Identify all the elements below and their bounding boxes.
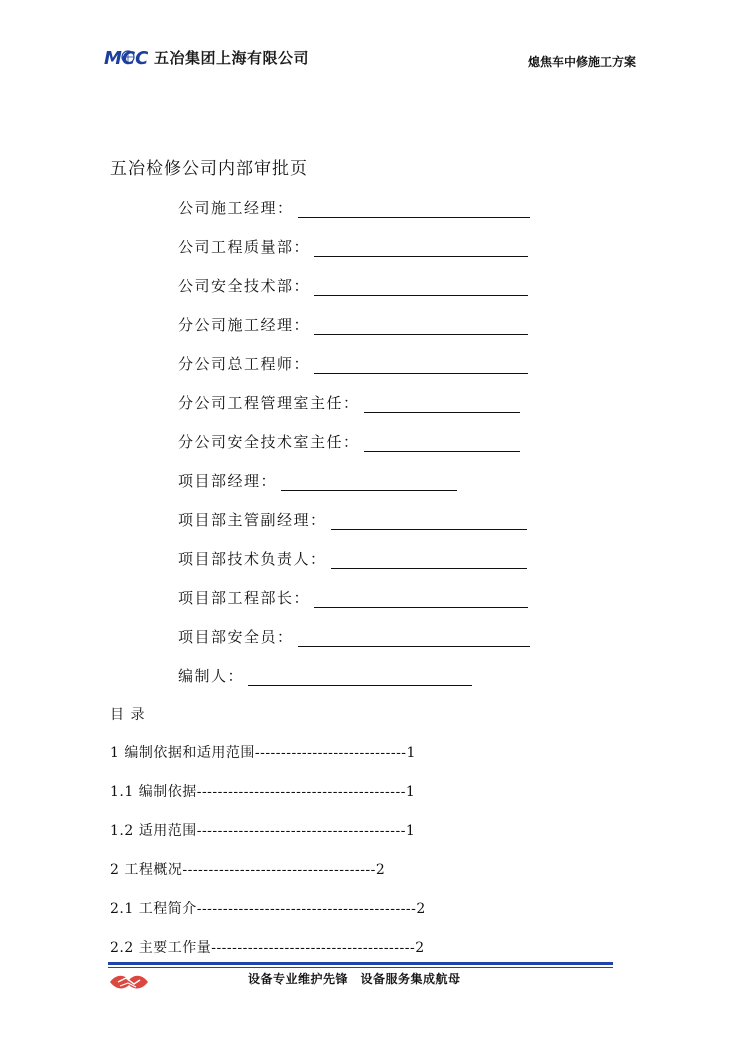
approval-row — [178, 235, 528, 257]
signature-line[interactable] — [248, 667, 472, 686]
signature-line[interactable] — [314, 238, 528, 257]
page-header-left — [104, 44, 309, 70]
signature-line[interactable] — [314, 316, 528, 335]
company-name: 五冶集团上海有限公司 — [154, 48, 310, 67]
approval-label: 分公司施工经理： — [178, 316, 311, 334]
approval-row — [178, 313, 528, 335]
approval-label: 公司安全技术部： — [178, 277, 311, 295]
approval-row — [178, 625, 530, 647]
signature-line[interactable] — [331, 511, 527, 530]
approval-label: 公司工程质量部： — [178, 238, 311, 256]
approval-row — [178, 664, 472, 686]
approval-label: 分公司工程管理室主任： — [178, 394, 360, 412]
approval-label: 项目部工程部长： — [178, 589, 311, 607]
signature-line[interactable] — [314, 277, 528, 296]
signature-line[interactable] — [281, 472, 457, 491]
signature-line[interactable] — [314, 589, 528, 608]
signature-line[interactable] — [314, 355, 528, 374]
footer-slogan: 设备专业维护先锋 设备服务集成航母 — [248, 972, 461, 986]
approval-label: 项目部安全员： — [178, 628, 294, 646]
signature-line[interactable] — [298, 199, 530, 218]
footer-rule-thin — [108, 967, 613, 968]
approval-page-title: 五冶检修公司内部审批页 — [110, 159, 308, 179]
toc-entry[interactable]: 1.1 编制依据----------------------------------------1 — [110, 784, 416, 800]
toc-entry[interactable]: 1.2 适用范围----------------------------------------1 — [110, 823, 416, 839]
document-title: 熄焦车中修施工方案 — [527, 55, 636, 69]
approval-label: 编制人： — [178, 667, 245, 685]
approval-label: 项目部经理： — [178, 472, 278, 490]
approval-row — [178, 430, 520, 452]
approval-label: 公司施工经理： — [178, 199, 294, 217]
approval-row — [178, 508, 527, 530]
approval-label: 项目部主管副经理： — [178, 511, 327, 529]
mcc-logo-icon — [104, 45, 148, 69]
approval-row — [178, 352, 528, 374]
approval-label: 分公司安全技术室主任： — [178, 433, 360, 451]
approval-row — [178, 586, 528, 608]
approval-label: 项目部技术负责人： — [178, 550, 327, 568]
toc-entry[interactable]: 2.2 主要工作量---------------------------------------2 — [110, 940, 425, 956]
toc-title: 目 录 — [110, 707, 146, 723]
signature-line[interactable] — [364, 394, 520, 413]
footer-rule-thick — [108, 962, 613, 965]
approval-row — [178, 274, 528, 296]
signature-line[interactable] — [331, 550, 527, 569]
toc-entry[interactable]: 2 工程概况-------------------------------------2 — [110, 862, 386, 878]
approval-label: 分公司总工程师： — [178, 355, 311, 373]
handshake-icon — [108, 968, 150, 996]
signature-line[interactable] — [298, 628, 530, 647]
approval-row — [178, 391, 520, 413]
signature-line[interactable] — [364, 433, 520, 452]
toc-entry[interactable]: 2.1 工程简介------------------------------------------2 — [110, 901, 426, 917]
approval-row — [178, 547, 527, 569]
approval-row — [178, 469, 457, 491]
approval-row — [178, 196, 530, 218]
svg-text:MCC: MCC — [104, 48, 148, 69]
toc-entry[interactable]: 1 编制依据和适用范围-----------------------------1 — [110, 745, 416, 761]
